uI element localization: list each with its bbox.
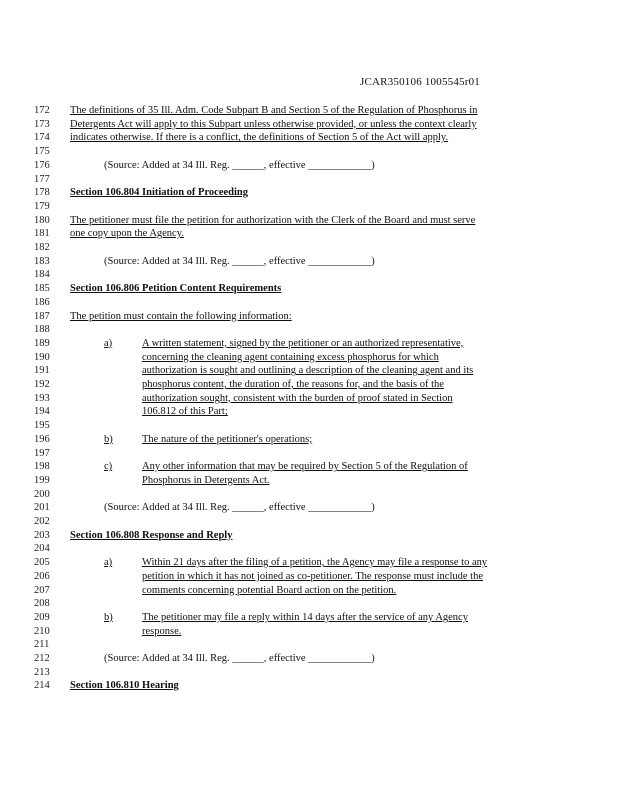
- document-line: [34, 337, 594, 351]
- document-line: [34, 529, 594, 543]
- document-line: [34, 296, 594, 310]
- line-text: Detergents Act will apply to this Subpart unless otherwise provided, or unless the context clearly: [70, 118, 477, 130]
- line-text: The petition must contain the following information:: [70, 310, 292, 322]
- line-number: 182: [34, 242, 50, 253]
- line-number: 177: [34, 173, 50, 185]
- line-number: 197: [34, 447, 50, 459]
- line-number: 188: [34, 324, 50, 336]
- document-line: [34, 405, 594, 419]
- line-number: 207: [34, 584, 50, 596]
- list-item-label: a): [104, 557, 113, 569]
- document-line: [34, 173, 594, 187]
- line-text: (Source: Added at 34 Ill. Reg. ______, effective ____________): [104, 159, 375, 171]
- document-line: [34, 145, 594, 159]
- document-line: [34, 200, 594, 214]
- list-item-text: The petitioner may file a reply within 14 days after the service of any Agency: [142, 611, 468, 623]
- line-text: authorization is sought and outlining a description of the cleaning agent and its: [142, 365, 474, 377]
- list-item-label: a): [104, 337, 113, 349]
- document-line: [34, 611, 594, 625]
- section-heading: Section 106.810 Hearing: [70, 680, 179, 692]
- document-line: [34, 131, 594, 145]
- document-line: [34, 584, 594, 598]
- line-text: Phosphorus in Detergents Act.: [142, 474, 270, 486]
- line-text: The petitioner must file the petition for authorization with the Clerk of the Board and must serve: [70, 214, 476, 226]
- line-number: 201: [34, 502, 50, 514]
- document-line: [34, 159, 594, 173]
- document-line: [34, 638, 594, 652]
- line-number: 178: [34, 187, 50, 199]
- line-number: 203: [34, 529, 50, 541]
- document-line: [34, 351, 594, 365]
- document-line: [34, 227, 594, 241]
- list-item-label: c): [104, 461, 113, 473]
- document-line: [34, 310, 594, 324]
- line-text: response.: [142, 625, 182, 637]
- line-text: phosphorus content, the duration of, the reasons for, and the basis of the: [142, 379, 444, 390]
- document-line: [34, 104, 594, 118]
- document-line: [34, 282, 594, 296]
- line-number: 180: [34, 214, 50, 226]
- line-number: 202: [34, 516, 50, 527]
- list-item-label: b): [104, 433, 113, 445]
- line-number: 175: [34, 146, 50, 158]
- line-number: 187: [34, 310, 50, 322]
- line-number: 193: [34, 392, 50, 404]
- document-line: [34, 186, 594, 200]
- line-number: 173: [34, 118, 50, 130]
- document-line: [34, 597, 594, 611]
- list-item-text: Any other information that may be required by Section 5 of the Regulation of: [142, 461, 468, 473]
- line-number: 206: [34, 570, 50, 582]
- line-number: 190: [34, 351, 50, 363]
- line-number: 194: [34, 406, 50, 418]
- document-line: [34, 679, 594, 693]
- line-text: authorization sought, consistent with the burden of proof stated in Section: [142, 392, 453, 404]
- document-line: [34, 570, 594, 584]
- line-number: 181: [34, 228, 50, 240]
- line-text: one copy upon the Agency.: [70, 228, 184, 240]
- line-number: 189: [34, 337, 50, 349]
- document-line: [34, 364, 594, 378]
- line-number: 208: [34, 598, 50, 610]
- document-line: [34, 118, 594, 132]
- line-number: 174: [34, 132, 50, 144]
- line-number: 195: [34, 420, 50, 432]
- document-line: [34, 392, 594, 406]
- line-number: 186: [34, 296, 50, 308]
- document-line: [34, 419, 594, 433]
- list-item-label: b): [104, 611, 113, 623]
- document-line: [34, 488, 594, 502]
- line-number: 191: [34, 365, 50, 377]
- section-heading: Section 106.808 Response and Reply: [70, 529, 233, 541]
- section-heading: Section 106.806 Petition Content Requirements: [70, 283, 282, 295]
- document-line: [34, 378, 594, 392]
- list-item-text: The nature of the petitioner's operations;: [142, 433, 313, 445]
- line-number: 204: [34, 543, 50, 555]
- line-text: The definitions of 35 Ill. Adm. Code Subpart B and Section 5 of the Regulation of Phosphorus in: [70, 105, 478, 116]
- line-number: 209: [34, 611, 50, 623]
- line-number: 192: [34, 379, 50, 390]
- line-number: 185: [34, 283, 50, 295]
- line-number: 199: [34, 474, 50, 486]
- document-line: [34, 501, 594, 515]
- line-number: 179: [34, 200, 50, 212]
- document-line: [34, 255, 594, 269]
- document-line: [34, 323, 594, 337]
- line-text: (Source: Added at 34 Ill. Reg. ______, effective ____________): [104, 255, 375, 267]
- document-line: [34, 515, 594, 529]
- document-line: [34, 268, 594, 282]
- line-number: 210: [34, 625, 50, 637]
- document-line: [34, 625, 594, 639]
- line-number: 172: [34, 105, 50, 116]
- line-text: indicates otherwise. If there is a conflict, the definitions of Section 5 of the Act will apply.: [70, 132, 449, 144]
- line-number: 212: [34, 653, 50, 664]
- line-text: concerning the cleaning agent containing excess phosphorus for which: [142, 351, 439, 363]
- document-line: [34, 666, 594, 680]
- document-line: [34, 652, 594, 666]
- line-number: 196: [34, 433, 50, 445]
- list-item-text: Within 21 days after the filing of a petition, the Agency may file a response to any: [142, 557, 488, 569]
- line-text: (Source: Added at 34 Ill. Reg. ______, effective ____________): [104, 653, 375, 664]
- document-line: [34, 214, 594, 228]
- document-line: [34, 460, 594, 474]
- section-heading: Section 106.804 Initiation of Proceeding: [70, 187, 249, 199]
- line-number: 214: [34, 680, 50, 692]
- line-number: 198: [34, 461, 50, 473]
- line-text: 106.812 of this Part;: [142, 406, 228, 418]
- document-line: [34, 474, 594, 488]
- line-text: (Source: Added at 34 Ill. Reg. ______, effective ____________): [104, 502, 375, 514]
- document-line: [34, 241, 594, 255]
- line-number: 176: [34, 159, 50, 171]
- line-number: 211: [34, 639, 50, 651]
- line-number: 184: [34, 269, 50, 281]
- line-text: comments concerning potential Board action on the petition.: [142, 584, 397, 596]
- document-line: [34, 447, 594, 461]
- line-number: 200: [34, 488, 50, 500]
- list-item-text: A written statement, signed by the petitioner or an authorized representative,: [142, 337, 464, 349]
- line-number: 205: [34, 557, 50, 569]
- document-line: [34, 556, 594, 570]
- line-number: 183: [34, 255, 50, 267]
- document-id: JCAR350106 1005545r01: [360, 76, 481, 88]
- line-number: 213: [34, 666, 50, 678]
- document-line: [34, 433, 594, 447]
- line-text: petition in which it has not joined as co-petitioner. The response must include the: [142, 570, 483, 582]
- document-line: [34, 542, 594, 556]
